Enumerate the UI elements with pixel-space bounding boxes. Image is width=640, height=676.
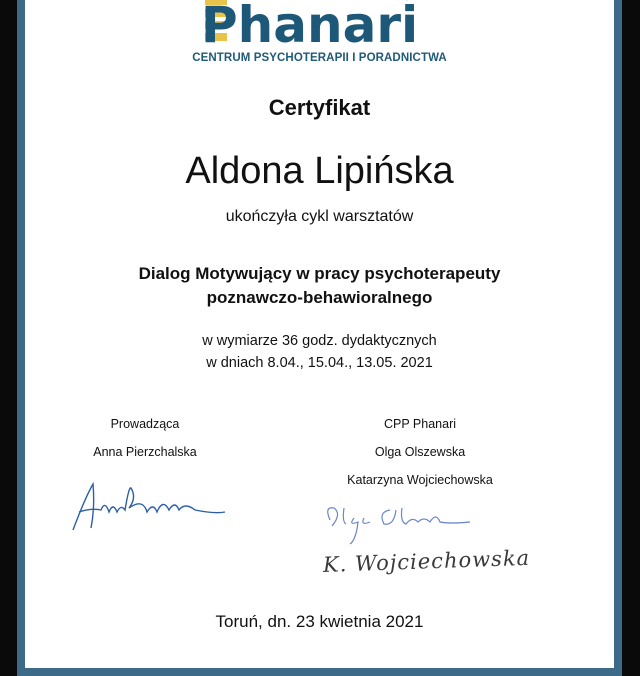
signature-olga (320, 500, 480, 545)
certificate-page (25, 0, 614, 640)
signatory-name: Anna Pierzchalska (93, 445, 197, 459)
recipient-name: Aldona Lipińska (185, 150, 454, 192)
role-label: Prowadząca (110, 417, 180, 431)
dates-text: w dniach 8.04., 15.04., 13.05. 2021 (206, 355, 433, 371)
left-signatory (45, 410, 245, 466)
hours-text: w wymiarze 36 godz. dydaktycznych (202, 333, 437, 349)
svg-text:Phanari: Phanari (201, 0, 419, 52)
course-title (25, 262, 614, 310)
org-label: CPP Phanari (383, 417, 457, 431)
signature-katarzyna: K. Wojciechowska (322, 545, 531, 577)
course-details (25, 330, 614, 374)
signatory-name-2: Katarzyna Wojciechowska (347, 473, 493, 487)
signature-anna (65, 478, 235, 538)
signatory-name-1: Olga Olszewska (374, 445, 466, 459)
course-line-1: Dialog Motywujący w pracy psychoterapeuty (138, 264, 501, 283)
certificate-title: Certyfikat (268, 95, 371, 120)
completion-text: ukończyła cykl warsztatów (225, 208, 414, 225)
phanari-logo (195, 0, 445, 52)
right-signatory (305, 410, 535, 494)
logo-subtitle: CENTRUM PSYCHOTERAPII I PORADNICTWA (192, 52, 447, 64)
course-line-2: poznawczo-behawioralnego (206, 288, 433, 307)
place-and-date: Toruń, dn. 23 kwietnia 2021 (215, 612, 424, 631)
